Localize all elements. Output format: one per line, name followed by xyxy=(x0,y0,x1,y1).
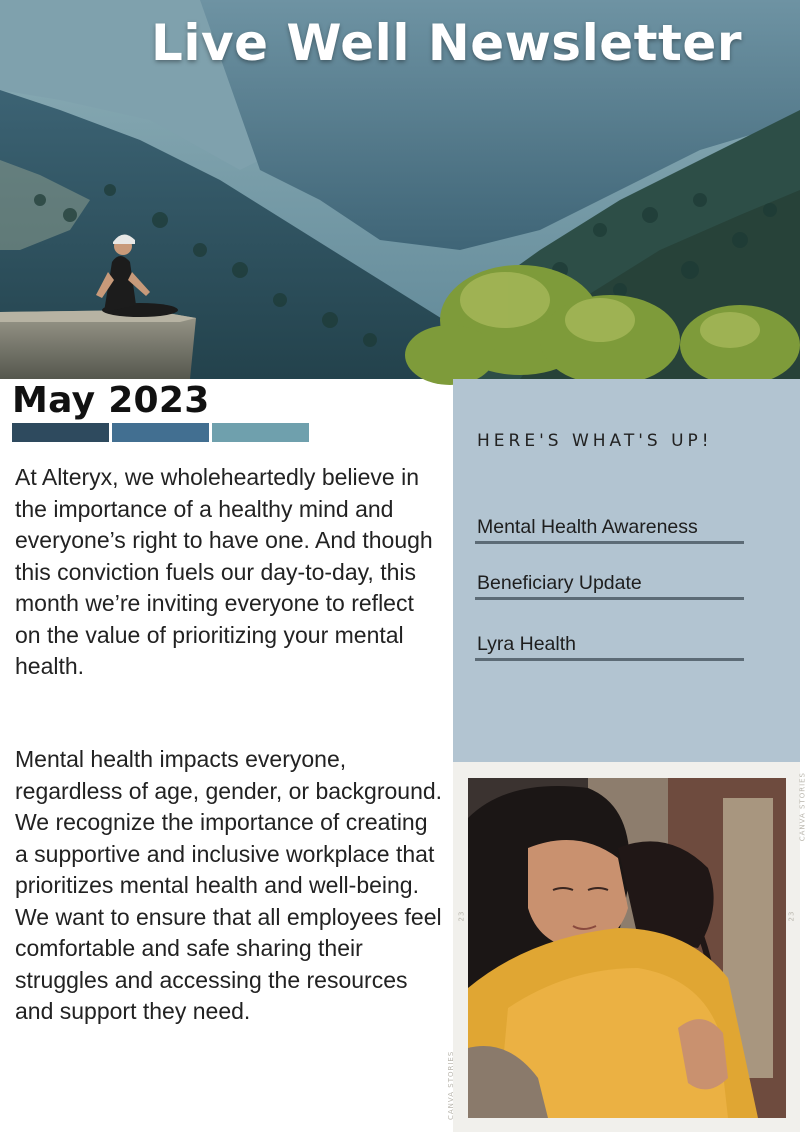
topic-link-lyra-health[interactable]: Lyra Health xyxy=(475,633,744,661)
topic-link-beneficiary-update[interactable]: Beneficiary Update xyxy=(475,572,744,600)
film-mark-number-left: 23 xyxy=(457,910,466,922)
accent-bar-dark xyxy=(12,423,109,442)
panel-heading: HERE'S WHAT'S UP! xyxy=(477,431,713,451)
accent-bar-light xyxy=(212,423,309,442)
film-mark-number-right: 23 xyxy=(787,910,796,922)
film-mark-brand-top: CANVA STORIES xyxy=(798,772,806,842)
film-mark-brand-bottom: CANVA STORIES xyxy=(447,1050,455,1120)
intro-paragraph: At Alteryx, we wholeheartedly believe in the importance of a healthy mind and everyone’s right to have one. And though this conviction fuels our day-to-day, this month we’re inviting everyone to reflect on the value of prioritizing your mental health. xyxy=(15,464,433,679)
issue-month: May 2023 xyxy=(12,380,210,421)
newsletter-title: Live Well Newsletter xyxy=(150,14,742,72)
photo-frame xyxy=(447,762,806,1132)
hero-banner xyxy=(0,0,800,379)
whats-up-panel xyxy=(453,379,800,762)
mother-child-hug-photo xyxy=(468,778,786,1118)
accent-bar-medium xyxy=(112,423,209,442)
topic-link-mental-health-awareness[interactable]: Mental Health Awareness xyxy=(475,516,744,544)
mental-health-paragraph: Mental health impacts everyone, regardless of age, gender, or background. We recognize the importance of creating a supportive and inclusive workplace that prioritizes mental health and well-being. We want to ensure that all employees feel comfortable and safe sharing their struggles and accessing the resources and support they need. xyxy=(15,746,443,1024)
accent-color-bars xyxy=(12,423,309,442)
